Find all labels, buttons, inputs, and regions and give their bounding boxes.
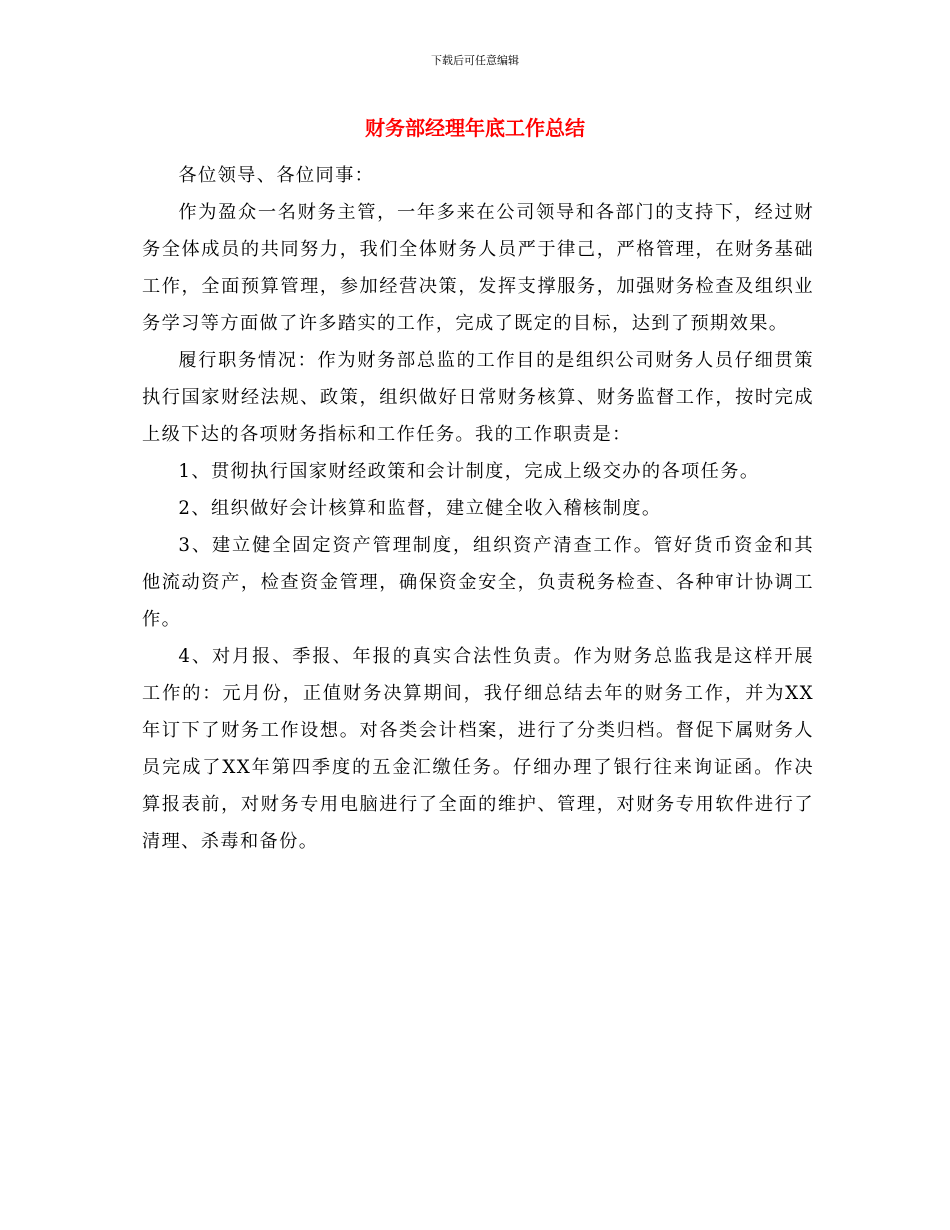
- paragraph-item-1: 1、贯彻执行国家财经政策和会计制度，完成上级交办的各项任务。: [178, 461, 760, 482]
- paragraph-duties: 履行职务情况：作为财务部总监的工作目的是组织公司财务人员仔细贯策执行国家财经法规、政策，组织做好日常财务核算、财务监督工作，按时完成上级下达的各项财务指标和工作任务。我的工作职责是：: [142, 350, 814, 445]
- salutation: 各位领导、各位同事：: [178, 165, 375, 186]
- paragraph-item-3: 3、建立健全固定资产管理制度，组织资产清查工作。管好货币资金和其他流动资产，检查资金管理，确保资金安全，负责税务检查、各种审计协调工作。: [142, 535, 814, 630]
- paragraph-item-2: 2、组织做好会计核算和监督，建立健全收入稽核制度。: [178, 498, 662, 519]
- document-title: 财务部经理年底工作总结: [365, 116, 585, 140]
- paragraph-item-4: 4、对月报、季报、年报的真实合法性负责。作为财务总监我是这样开展工作的：元月份，正值财务决算期间，我仔细总结去年的财务工作，并为XX年订下了财务工作设想。对各类会计档案，进行了分类归档。督促下属财务人员完成了XX年第四季度的五金汇缴任务。仔细办理了银行往来询证函。作决算报表前，对财务专用电脑进行了全面的维护、管理，对财务专用软件进行了清理、杀毒和备份。: [142, 646, 814, 852]
- paragraph-intro: 作为盈众一名财务主管，一年多来在公司领导和各部门的支持下，经过财务全体成员的共同努力，我们全体财务人员严于律己，严格管理，在财务基础工作，全面预算管理，参加经营决策，发挥支撑服务，加强财务检查及组织业务学习等方面做了许多踏实的工作，完成了既定的目标，达到了预期效果。: [142, 202, 814, 334]
- document-body: [142, 157, 814, 860]
- header-note: 下载后可任意编辑: [431, 54, 519, 67]
